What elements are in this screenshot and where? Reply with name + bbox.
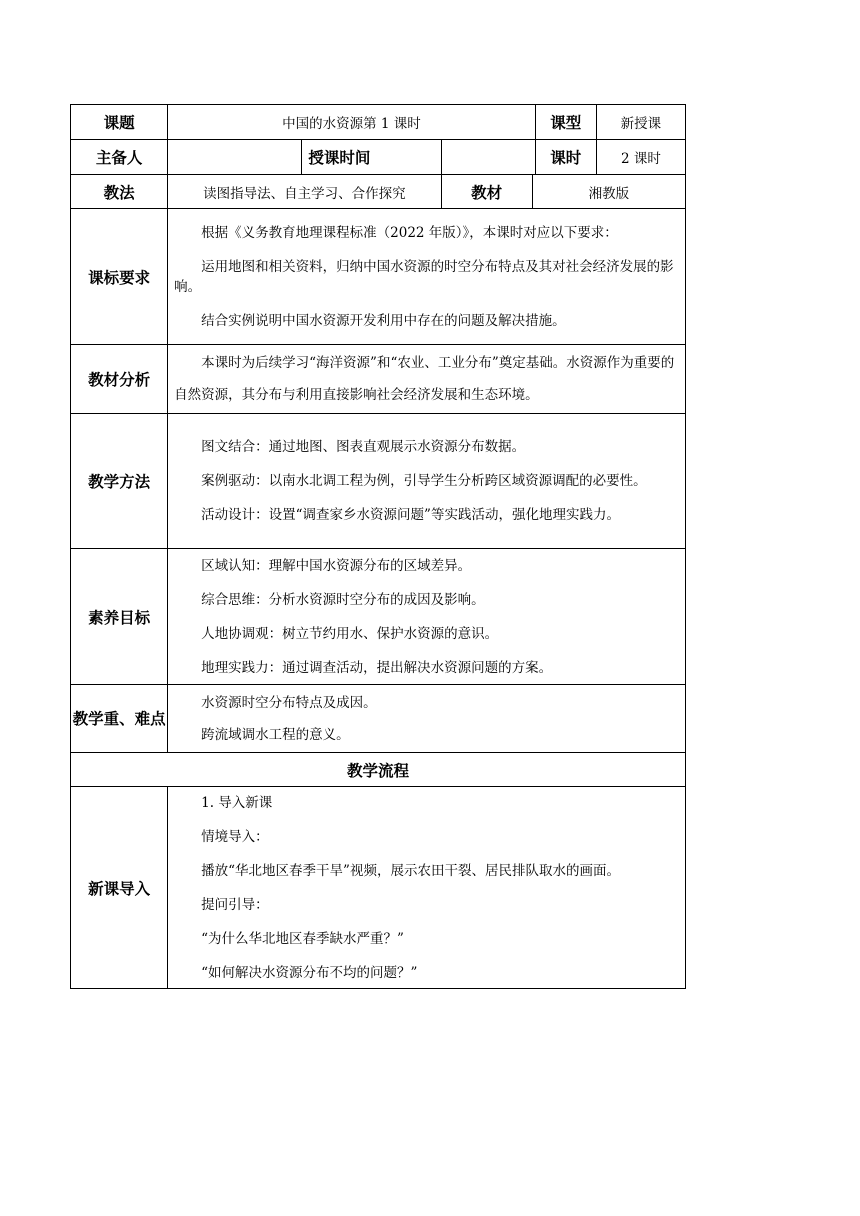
paragraph: 本课时为后续学习“海洋资源”和“农业、工业分布”奠定基础。水资源作为重要的自然资源，其分布与利用直接影响社会经济发展和生态环境。 [174,355,675,403]
textbook-value: 湘教版 [532,175,685,209]
row-goals [71,549,686,685]
type-value: 新授课 [596,105,685,140]
row-intro [71,787,686,989]
row-analysis [71,345,686,414]
method-value: 读图指导法、自主学习、合作探究 [168,175,441,209]
section-label: 素养目标 [71,549,168,685]
row-method [71,175,686,209]
row-preparer [71,140,686,175]
paragraph: “为什么华北地区春季缺水严重？” [201,930,404,947]
preparer-label: 主备人 [71,140,168,175]
paragraph: “如何解决水资源分布不均的问题？” [201,964,418,981]
method-label: 教法 [71,175,168,209]
paragraph: 区域认知：理解中国水资源分布的区域差异。 [201,557,472,574]
paragraph: 地理实践力：通过调查活动，提出解决水资源问题的方案。 [201,659,553,676]
row-topic [71,105,686,140]
section-content [168,549,686,685]
section-content [168,209,686,345]
section-content [168,414,686,549]
paragraph: 结合实例说明中国水资源开发利用中存在的问题及解决措施。 [201,312,566,329]
paragraph: 播放“华北地区春季干旱”视频，展示农田干裂、居民排队取水的画面。 [201,862,620,879]
hours-label: 课时 [535,140,596,175]
topic-label: 课题 [71,105,168,140]
paragraph: 提问引导： [201,896,269,913]
paragraph: 案例驱动：以南水北调工程为例，引导学生分析跨区域资源调配的必要性。 [201,473,647,489]
preparer-value [168,140,302,175]
row-flow-title [71,753,686,787]
topic-value: 中国的水资源第 1 课时 [168,105,536,140]
section-content [168,685,686,753]
section-content [168,345,686,414]
time-label: 授课时间 [302,140,441,175]
paragraph: 人地协调观：树立节约用水、保护水资源的意识。 [201,625,499,642]
section-label: 教材分析 [71,345,168,414]
flow-title: 教学流程 [71,753,686,787]
paragraph: 运用地图和相关资料，归纳中国水资源的时空分布特点及其对社会经济发展的影响。 [174,258,674,295]
paragraph: 根据《义务教育地理课程标准（2022 年版）》，本课时对应以下要求： [201,224,618,241]
lesson-plan-table-main [70,104,686,989]
textbook-label: 教材 [441,175,532,209]
section-label: 教学方法 [71,414,168,549]
paragraph: 水资源时空分布特点及成因。 [201,694,377,711]
paragraph: 1. 导入新课 [201,794,273,811]
paragraph: 活动设计：设置“调查家乡水资源问题”等实践活动，强化地理实践力。 [201,507,620,523]
row-standard [71,209,686,345]
paragraph: 图文结合：通过地图、图表直观展示水资源分布数据。 [201,439,526,455]
row-methods [71,414,686,549]
section-content [168,787,686,989]
row-keypoints [71,685,686,753]
section-label: 课标要求 [71,209,168,345]
time-value [441,140,535,175]
paragraph: 情境导入： [201,828,269,845]
hours-value: 2 课时 [596,140,685,175]
section-label: 新课导入 [71,787,168,989]
paragraph: 综合思维：分析水资源时空分布的成因及影响。 [201,591,485,608]
paragraph: 跨流域调水工程的意义。 [201,726,350,743]
type-label: 课型 [535,105,596,140]
section-label: 教学重、难点 [71,685,168,753]
